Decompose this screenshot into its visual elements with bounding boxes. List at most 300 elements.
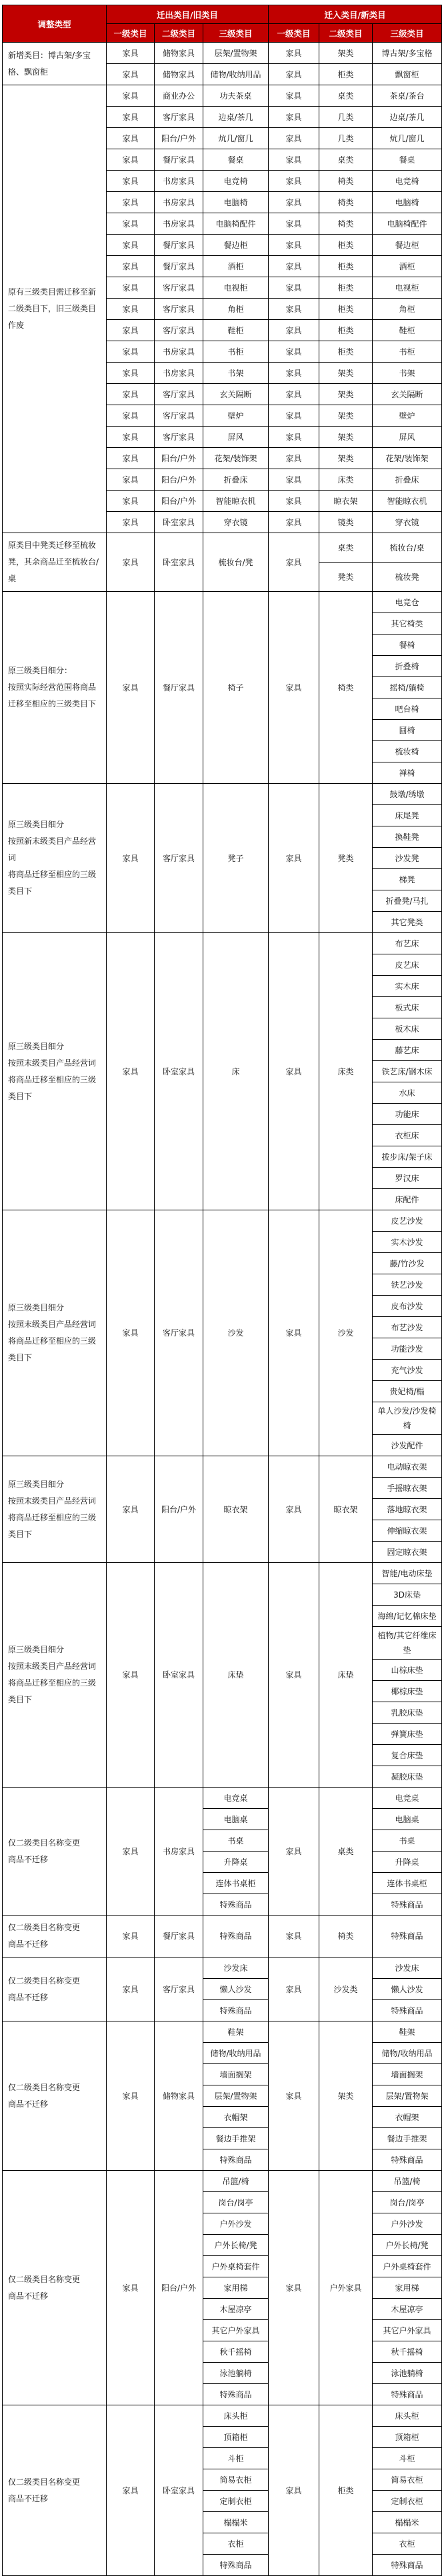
old-l2-cell: 客厅家具 [155,299,203,320]
new-l3-cell: 板式床 [373,997,442,1018]
new-l3-cell: 定制衣柜 [373,2491,442,2512]
old-l1-cell: 家具 [107,213,155,235]
table-row [3,592,442,613]
new-l3-cell: 顶箱柜 [373,2427,442,2448]
new-l3-cell: 衣柜 [373,2533,442,2555]
old-l2-cell: 客厅家具 [155,1957,203,2021]
old-l3-cell: 升降桌 [203,1852,269,1873]
old-l2-cell: 卧室家具 [155,512,203,533]
old-l1-cell: 家具 [107,1563,155,1788]
new-l3-cell: 单人沙发/沙发椅椅 [373,1402,442,1435]
old-l3-cell: 电视柜 [203,277,269,299]
old-l3-cell: 凳子 [203,784,269,933]
new-l3-cell: 圆椅 [373,720,442,741]
new-l3-cell: 户外桌椅套件 [373,2256,442,2277]
new-l1-cell: 家具 [269,784,319,933]
new-l3-cell: 鞋架 [373,2021,442,2043]
old-l3-cell: 连体书桌柜 [203,1873,269,1894]
old-l3-cell: 榻榻米 [203,2512,269,2533]
old-l2-cell: 客厅家具 [155,107,203,128]
new-l3-cell: 拔步床/架子床 [373,1146,442,1168]
old-l2-cell: 阳台/户外 [155,448,203,469]
new-l2-cell: 柜类 [319,299,373,320]
old-l3-cell: 餐边手推架 [203,2128,269,2149]
new-l3-cell: 实木沙发 [373,1232,442,1253]
new-l3-cell: 山棕床垫 [373,1660,442,1681]
old-l2-cell: 书房家具 [155,363,203,384]
new-l3-cell: 弹簧床垫 [373,1724,442,1745]
new-l2-cell: 架类 [319,2021,373,2171]
old-l3-cell: 酒柜 [203,256,269,277]
old-l3-cell: 玄关隔断 [203,384,269,405]
new-l3-cell: 铁艺沙发 [373,1274,442,1296]
new-l3-cell: 特殊商品 [373,2555,442,2576]
header-old-category: 迁出类目/旧类目 [107,5,269,24]
new-l3-cell: 书柜 [373,341,442,363]
old-l3-cell: 屏风 [203,427,269,448]
adjust-type-cell: 原三级类目细分 按照末级类目产品经营词 将商品迁移至相应的三级类目下 [3,1563,107,1788]
old-l2-cell: 卧室家具 [155,533,203,592]
old-l1-cell: 家具 [107,107,155,128]
adjust-type-cell: 原三级类目细分： 按照实际经营范围将商品迁移至相应的三级类目下 [3,592,107,784]
new-l1-cell: 家具 [269,491,319,512]
new-l1-cell: 家具 [269,363,319,384]
new-l3-cell: 充气沙发 [373,1360,442,1381]
old-l3-cell: 特殊商品 [203,1916,269,1957]
adjust-type-cell: 仅二级类目名称变更 商品不迁移 [3,2405,107,2576]
new-l2-cell: 凳类 [319,563,373,592]
new-l2-cell: 床类 [319,469,373,491]
new-l3-cell: 墙面搁架 [373,2064,442,2085]
old-l3-cell: 书架 [203,363,269,384]
new-l2-cell: 镜类 [319,512,373,533]
old-l2-cell: 书房家具 [155,1788,203,1916]
new-l3-cell: 智能/电动床垫 [373,1563,442,1584]
new-l2-cell: 户外家具 [319,2171,373,2405]
new-l1-cell: 家具 [269,1563,319,1788]
new-l1-cell: 家具 [269,235,319,256]
new-l3-cell: 布艺沙发 [373,1317,442,1338]
table-header [3,5,442,43]
adjust-type-cell: 原三级类目细分 按照末级类目产品经营词 将商品迁移至相应的三级类目下 [3,1210,107,1456]
old-l3-cell: 书桌 [203,1830,269,1852]
new-l3-cell: 电竞椅 [373,171,442,192]
adjust-type-cell: 仅二级类目名称变更 商品不迁移 [3,2171,107,2405]
new-l3-cell: 其它户外家具 [373,2320,442,2341]
old-l2-cell: 储物家具 [155,43,203,64]
old-l3-cell: 衣帽架 [203,2107,269,2128]
old-l2-cell: 书房家具 [155,192,203,213]
old-l3-cell: 鞋柜 [203,320,269,341]
old-l3-cell: 床垫 [203,1563,269,1788]
new-l3-cell: 折叠凳/马扎 [373,890,442,912]
old-l1-cell: 家具 [107,2021,155,2171]
new-l3-cell: 智能晾衣机 [373,491,442,512]
new-l1-cell: 家具 [269,1788,319,1916]
old-l1-cell: 家具 [107,128,155,149]
new-l2-cell: 床垫 [319,1563,373,1788]
old-l1-cell: 家具 [107,85,155,107]
new-l3-cell: 餐边手推架 [373,2128,442,2149]
old-l3-cell: 晾衣架 [203,1456,269,1563]
new-l3-cell: 植物/其它纤维床垫 [373,1627,442,1660]
new-l3-cell: 电脑椅 [373,192,442,213]
new-l2-cell: 柜类 [319,2405,373,2576]
old-l1-cell: 家具 [107,469,155,491]
new-l3-cell: 炕几/窗几 [373,128,442,149]
new-l2-cell: 桌类 [319,85,373,107]
new-l1-cell: 家具 [269,2405,319,2576]
new-l3-cell: 书架 [373,363,442,384]
new-l3-cell: 床头柜 [373,2405,442,2427]
adjust-type-cell: 仅二级类目名称变更 商品不迁移 [3,1916,107,1957]
old-l2-cell: 客厅家具 [155,1210,203,1456]
new-l1-cell: 家具 [269,933,319,1210]
new-l2-cell: 柜类 [319,235,373,256]
new-l3-cell: 鼓墩/绣墩 [373,784,442,805]
new-l3-cell: 伸缩晾衣架 [373,1520,442,1542]
old-l3-cell: 电竞桌 [203,1788,269,1809]
old-l2-cell: 餐厅家具 [155,235,203,256]
header-new-l1: 一级类目 [269,24,319,43]
new-l3-cell: 岗台/岗亭 [373,2192,442,2213]
new-l3-cell: 折叠椅 [373,656,442,677]
old-l1-cell: 家具 [107,64,155,85]
new-l3-cell: 秋千摇椅 [373,2341,442,2363]
old-l2-cell: 商业办公 [155,85,203,107]
old-l3-cell: 特殊商品 [203,1894,269,1916]
old-l2-cell: 阳台/户外 [155,2171,203,2405]
old-l3-cell: 特殊商品 [203,2149,269,2171]
new-l2-cell: 柜类 [319,277,373,299]
old-l2-cell: 客厅家具 [155,427,203,448]
table-row [3,1456,442,1478]
new-l3-cell: 折叠床 [373,469,442,491]
adjust-type-cell: 仅二级类目名称变更 商品不迁移 [3,1957,107,2021]
adjust-type-cell: 原三级类目细分 按照末级类目产品经营词 将商品迁移至相应的三级类目下 [3,1456,107,1563]
old-l1-cell: 家具 [107,341,155,363]
new-l3-cell: 花架/装饰架 [373,448,442,469]
new-l3-cell: 藤艺床 [373,1040,442,1061]
old-l2-cell: 阳台/户外 [155,128,203,149]
new-l3-cell: 餐桌 [373,149,442,171]
old-l1-cell: 家具 [107,491,155,512]
new-l2-cell: 晾衣架 [319,491,373,512]
new-l3-cell: 梳妆凳 [373,563,442,592]
new-l3-cell: 飘窗柜 [373,64,442,85]
new-l2-cell: 架类 [319,384,373,405]
new-l3-cell: 电脑桌 [373,1809,442,1830]
new-l3-cell: 木屋凉亭 [373,2299,442,2320]
old-l3-cell: 书柜 [203,341,269,363]
old-l3-cell: 电脑椅 [203,192,269,213]
adjust-type-cell: 原有三级类目需迁移至新二级类目下，旧三级类目作废 [3,85,107,533]
old-l1-cell: 家具 [107,277,155,299]
new-l1-cell: 家具 [269,256,319,277]
old-l3-cell: 层架/置物架 [203,2085,269,2107]
new-l2-cell: 椅类 [319,213,373,235]
new-l3-cell: 壁炉 [373,405,442,427]
header-new-l2: 二级类目 [319,24,373,43]
new-l2-cell: 几类 [319,107,373,128]
old-l2-cell: 客厅家具 [155,277,203,299]
old-l3-cell: 折叠床 [203,469,269,491]
old-l3-cell: 顶箱柜 [203,2427,269,2448]
old-l3-cell: 壁炉 [203,405,269,427]
new-l3-cell: 特殊商品 [373,2149,442,2171]
table-row [3,784,442,805]
new-l1-cell: 家具 [269,2021,319,2171]
new-l3-cell: 床尾凳 [373,805,442,826]
new-l2-cell: 沙发类 [319,1957,373,2021]
old-l2-cell: 阳台/户外 [155,1456,203,1563]
old-l1-cell: 家具 [107,1456,155,1563]
old-l1-cell: 家具 [107,171,155,192]
old-l3-cell: 储物/收纳用品 [203,2043,269,2064]
new-l1-cell: 家具 [269,128,319,149]
new-l3-cell: 餐椅 [373,635,442,656]
new-l3-cell: 手摇晾衣架 [373,1478,442,1499]
table-row [3,2171,442,2192]
new-l1-cell: 家具 [269,469,319,491]
adjust-type-cell: 原类目中凳类迁移至梳妆凳，其余商品迁至梳妆台/桌 [3,533,107,592]
old-l3-cell: 斗柜 [203,2448,269,2469]
new-l3-cell: 板木床 [373,1018,442,1040]
old-l2-cell: 阳台/户外 [155,491,203,512]
old-l1-cell: 家具 [107,1957,155,2021]
old-l1-cell: 家具 [107,448,155,469]
new-l2-cell: 柜类 [319,341,373,363]
new-l1-cell: 家具 [269,171,319,192]
new-l2-cell: 架类 [319,43,373,64]
new-l2-cell: 椅类 [319,1916,373,1957]
old-l3-cell: 鞋架 [203,2021,269,2043]
new-l3-cell: 藤/竹沙发 [373,1253,442,1274]
old-l2-cell: 餐厅家具 [155,149,203,171]
new-l1-cell: 家具 [269,213,319,235]
table-row [3,533,442,563]
new-l3-cell: 鞋柜 [373,320,442,341]
table-row [3,1916,442,1957]
new-l1-cell: 家具 [269,1456,319,1563]
new-l1-cell: 家具 [269,1210,319,1456]
header-old-l2: 二级类目 [155,24,203,43]
new-l3-cell: 功能沙发 [373,1338,442,1360]
old-l3-cell: 懒人沙发 [203,1979,269,2000]
old-l2-cell: 卧室家具 [155,933,203,1210]
old-l2-cell: 餐厅家具 [155,256,203,277]
header-old-l1: 一级类目 [107,24,155,43]
new-l2-cell: 沙发 [319,1210,373,1456]
old-l2-cell: 卧室家具 [155,2405,203,2576]
old-l2-cell: 储物家具 [155,64,203,85]
new-l3-cell: 升降桌 [373,1852,442,1873]
new-l3-cell: 其它椅类 [373,613,442,635]
new-l1-cell: 家具 [269,1957,319,2021]
new-l3-cell: 3D床垫 [373,1584,442,1606]
new-l1-cell: 家具 [269,64,319,85]
new-l1-cell: 家具 [269,341,319,363]
new-l3-cell: 酒柜 [373,256,442,277]
new-l3-cell: 皮布沙发 [373,1296,442,1317]
old-l3-cell: 木屋凉亭 [203,2299,269,2320]
new-l3-cell: 电竞桌 [373,1788,442,1809]
table-row [3,933,442,954]
new-l3-cell: 布艺床 [373,933,442,954]
old-l3-cell: 简易衣柜 [203,2469,269,2491]
new-l2-cell: 桌类 [319,149,373,171]
old-l2-cell: 书房家具 [155,213,203,235]
new-l2-cell: 架类 [319,427,373,448]
old-l3-cell: 秋千摇椅 [203,2341,269,2363]
new-l3-cell: 沙发凳 [373,848,442,869]
new-l3-cell: 禅椅 [373,762,442,784]
adjust-type-cell: 仅二级类目名称变更 商品不迁移 [3,2021,107,2171]
new-l3-cell: 海绵/记忆棉床垫 [373,1606,442,1627]
new-l1-cell: 家具 [269,320,319,341]
new-l3-cell: 梯凳 [373,869,442,890]
old-l3-cell: 穿衣镜 [203,512,269,533]
old-l3-cell: 泳池躺椅 [203,2363,269,2384]
old-l3-cell: 梳妆台/凳 [203,533,269,592]
new-l3-cell: 户外沙发 [373,2213,442,2235]
header-new-category: 迁入类目/新类目 [269,5,442,24]
old-l3-cell: 炕几/窗几 [203,128,269,149]
new-l1-cell: 家具 [269,533,319,592]
new-l1-cell: 家具 [269,592,319,784]
old-l1-cell: 家具 [107,256,155,277]
adjust-type-cell: 原三级类目细分 按照新末级类目产品经营词 将商品迁移至相应的三级类目下 [3,784,107,933]
old-l2-cell: 客厅家具 [155,405,203,427]
old-l3-cell: 特殊商品 [203,2000,269,2021]
new-l2-cell: 椅类 [319,171,373,192]
new-l1-cell: 家具 [269,192,319,213]
adjust-type-cell: 仅二级类目名称变更 商品不迁移 [3,1788,107,1916]
new-l3-cell: 电视柜 [373,277,442,299]
old-l1-cell: 家具 [107,299,155,320]
old-l2-cell: 书房家具 [155,171,203,192]
new-l1-cell: 家具 [269,405,319,427]
new-l3-cell: 角柜 [373,299,442,320]
new-l1-cell: 家具 [269,43,319,64]
old-l1-cell: 家具 [107,43,155,64]
new-l3-cell: 泳池躺椅 [373,2363,442,2384]
old-l1-cell: 家具 [107,1210,155,1456]
new-l3-cell: 书桌 [373,1830,442,1852]
new-l3-cell: 固定晾衣架 [373,1542,442,1563]
new-l3-cell: 层架/置物架 [373,2085,442,2107]
old-l3-cell: 衣柜 [203,2533,269,2555]
new-l3-cell: 储物/收纳用品 [373,2043,442,2064]
new-l3-cell: 电脑椅配件 [373,213,442,235]
new-l2-cell: 椅类 [319,192,373,213]
old-l2-cell: 餐厅家具 [155,592,203,784]
old-l3-cell: 餐桌 [203,149,269,171]
new-l3-cell: 衣柜床 [373,1125,442,1146]
old-l3-cell: 边桌/茶几 [203,107,269,128]
adjust-type-cell: 原三级类目细分 按照末级类目产品经营词 将商品迁移至相应的三级类目下 [3,933,107,1210]
new-l3-cell: 皮艺床 [373,954,442,976]
new-l3-cell: 凝胶床垫 [373,1766,442,1788]
new-l1-cell: 家具 [269,85,319,107]
table-row [3,1210,442,1232]
header-new-l3: 三级类目 [373,24,442,43]
old-l1-cell: 家具 [107,533,155,592]
old-l3-cell: 吊篮/椅 [203,2171,269,2192]
new-l3-cell: 换鞋凳 [373,826,442,848]
new-l3-cell: 电动晾衣架 [373,1456,442,1478]
new-l2-cell: 凳类 [319,784,373,933]
old-l3-cell: 其它户外家具 [203,2320,269,2341]
table-row [3,43,442,64]
new-l3-cell: 边桌/茶几 [373,107,442,128]
new-l2-cell: 柜类 [319,64,373,85]
new-l3-cell: 复合床垫 [373,1745,442,1766]
new-l3-cell: 玄关隔断 [373,384,442,405]
new-l3-cell: 梳妆椅 [373,741,442,762]
old-l3-cell: 家用梯 [203,2277,269,2299]
old-l1-cell: 家具 [107,784,155,933]
old-l3-cell: 电脑椅配件 [203,213,269,235]
new-l2-cell: 柜类 [319,256,373,277]
old-l2-cell: 客厅家具 [155,320,203,341]
new-l3-cell: 博古架/多宝格 [373,43,442,64]
new-l3-cell: 特殊商品 [373,1894,442,1916]
adjust-type-cell: 新增类目：博古架/多宝格、飘窗柜 [3,43,107,85]
old-l3-cell: 智能晾衣机 [203,491,269,512]
old-l1-cell: 家具 [107,427,155,448]
old-l1-cell: 家具 [107,1788,155,1916]
old-l3-cell: 储物/收纳用品 [203,64,269,85]
new-l3-cell: 连体书桌柜 [373,1873,442,1894]
old-l1-cell: 家具 [107,192,155,213]
new-l3-cell: 户外长椅/凳 [373,2235,442,2256]
new-l3-cell: 沙发配件 [373,1435,442,1456]
old-l3-cell: 花架/装饰架 [203,448,269,469]
new-l1-cell: 家具 [269,107,319,128]
old-l2-cell: 阳台/户外 [155,469,203,491]
new-l3-cell: 简易衣柜 [373,2469,442,2491]
new-l3-cell: 斗柜 [373,2448,442,2469]
old-l1-cell: 家具 [107,384,155,405]
new-l3-cell: 水床 [373,1082,442,1104]
new-l3-cell: 特殊商品 [373,1916,442,1957]
old-l3-cell: 沙发 [203,1210,269,1456]
old-l1-cell: 家具 [107,1916,155,1957]
old-l3-cell: 墙面搁架 [203,2064,269,2085]
old-l3-cell: 沙发床 [203,1957,269,1979]
old-l1-cell: 家具 [107,2171,155,2405]
old-l3-cell: 床头柜 [203,2405,269,2427]
new-l3-cell: 铁艺床/钢木床 [373,1061,442,1082]
old-l2-cell: 书房家具 [155,341,203,363]
new-l2-cell: 架类 [319,405,373,427]
new-l3-cell: 吊篮/椅 [373,2171,442,2192]
table-row [3,1788,442,1809]
new-l1-cell: 家具 [269,427,319,448]
new-l1-cell: 家具 [269,2171,319,2405]
old-l3-cell: 床 [203,933,269,1210]
new-l3-cell: 梳妆台/桌 [373,533,442,563]
new-l3-cell: 罗汉床 [373,1168,442,1189]
new-l2-cell: 桌类 [319,533,373,563]
new-l3-cell: 乳胶床垫 [373,1702,442,1724]
new-l3-cell: 衣帽架 [373,2107,442,2128]
header-adjust-type: 调整类型 [3,5,107,43]
old-l1-cell: 家具 [107,933,155,1210]
new-l3-cell: 餐边柜 [373,235,442,256]
old-l1-cell: 家具 [107,235,155,256]
